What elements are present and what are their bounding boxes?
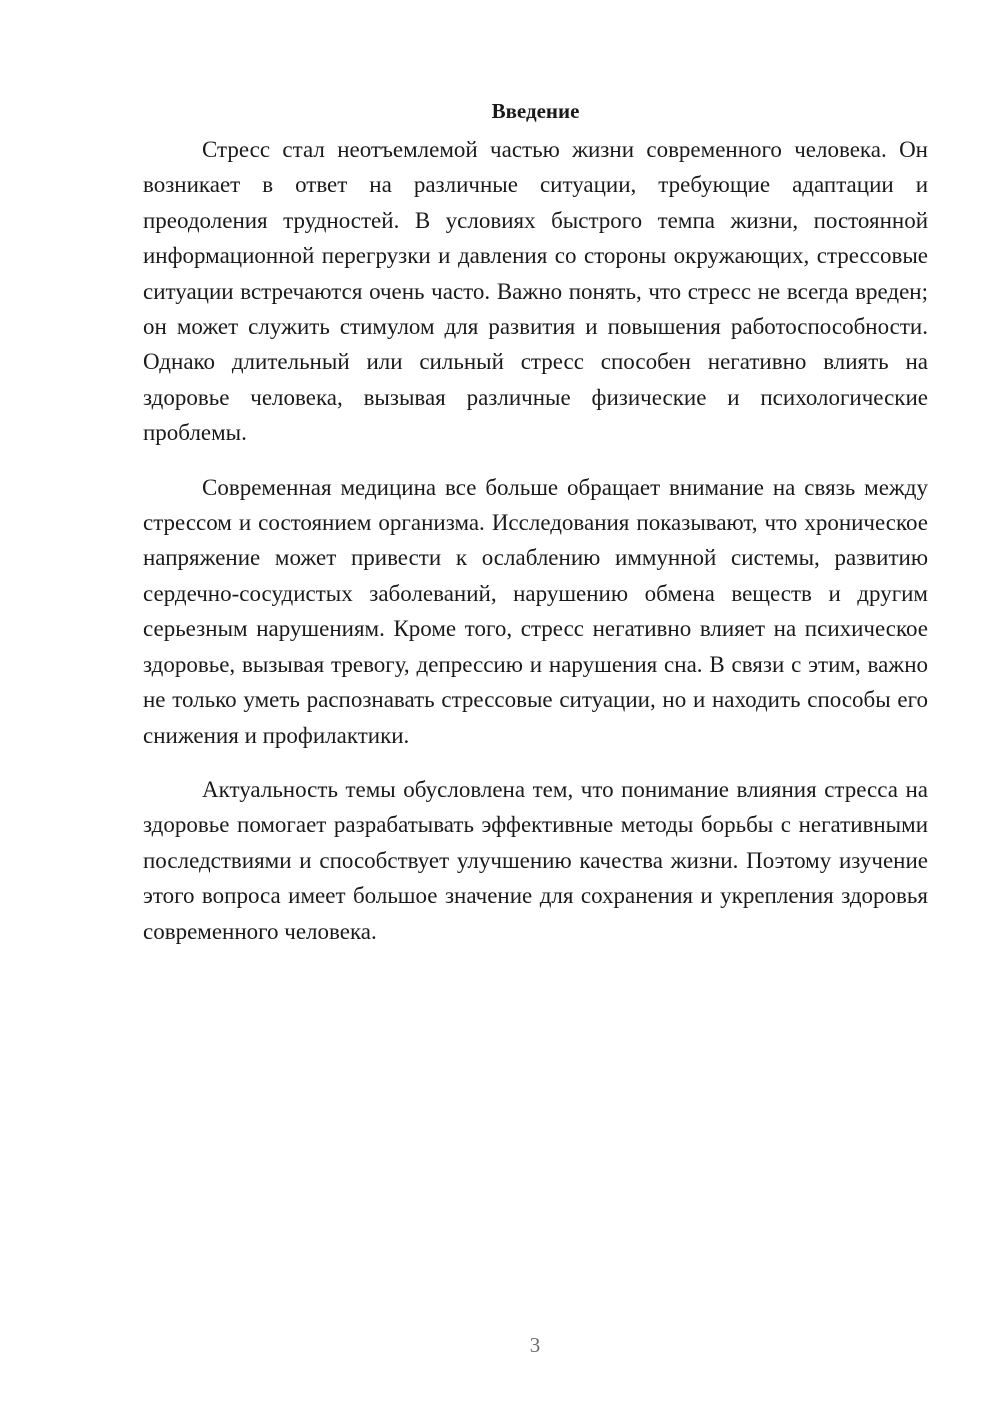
page-number: 3 bbox=[529, 1333, 541, 1357]
paragraph-3: Актуальность темы обусловлена тем, что понимание влияния стресса на здоровье помогает разрабатывать эффективные методы борьбы с негативными последствиями и способствует улучшению качества жизни. Поэтому изучение этого вопроса имеет большое значение для сохранения и укрепления здоровья современного человека. bbox=[143, 776, 928, 944]
paragraph-2: Современная медицина все больше обращает внимание на связь между стрессом и состоянием организма. Исследования показывают, что хроническое напряжение может привести к ослаблению иммунной системы, развитию сердечно-сосудистых заболеваний, нарушению обмена веществ и другим серьезным нарушениям. Кроме того, стресс негативно влияет на психическое здоровье, вызывая тревогу, депрессию и нарушения сна. В связи с этим, важно не только уметь распознавать стрессовые ситуации, но и находить способы его снижения и профилактики. bbox=[143, 474, 928, 748]
section-heading: Введение bbox=[491, 99, 580, 123]
paragraph-1: Стресс стал неотъемлемой частью жизни современного человека. Он возникает в ответ на различные ситуации, требующие адаптации и преодоления трудностей. В условиях быстрого темпа жизни, постоянной информационной перегрузки и давления со стороны окружающих, стрессовые ситуации встречаются очень часто. Важно понять, что стресс не всегда вреден; он может служить стимулом для развития и повышения работоспособности. Однако длительный или сильный стресс способен негативно влиять на здоровье человека, вызывая различные физические и психологические проблемы. bbox=[143, 137, 928, 446]
page-content bbox=[143, 96, 928, 968]
